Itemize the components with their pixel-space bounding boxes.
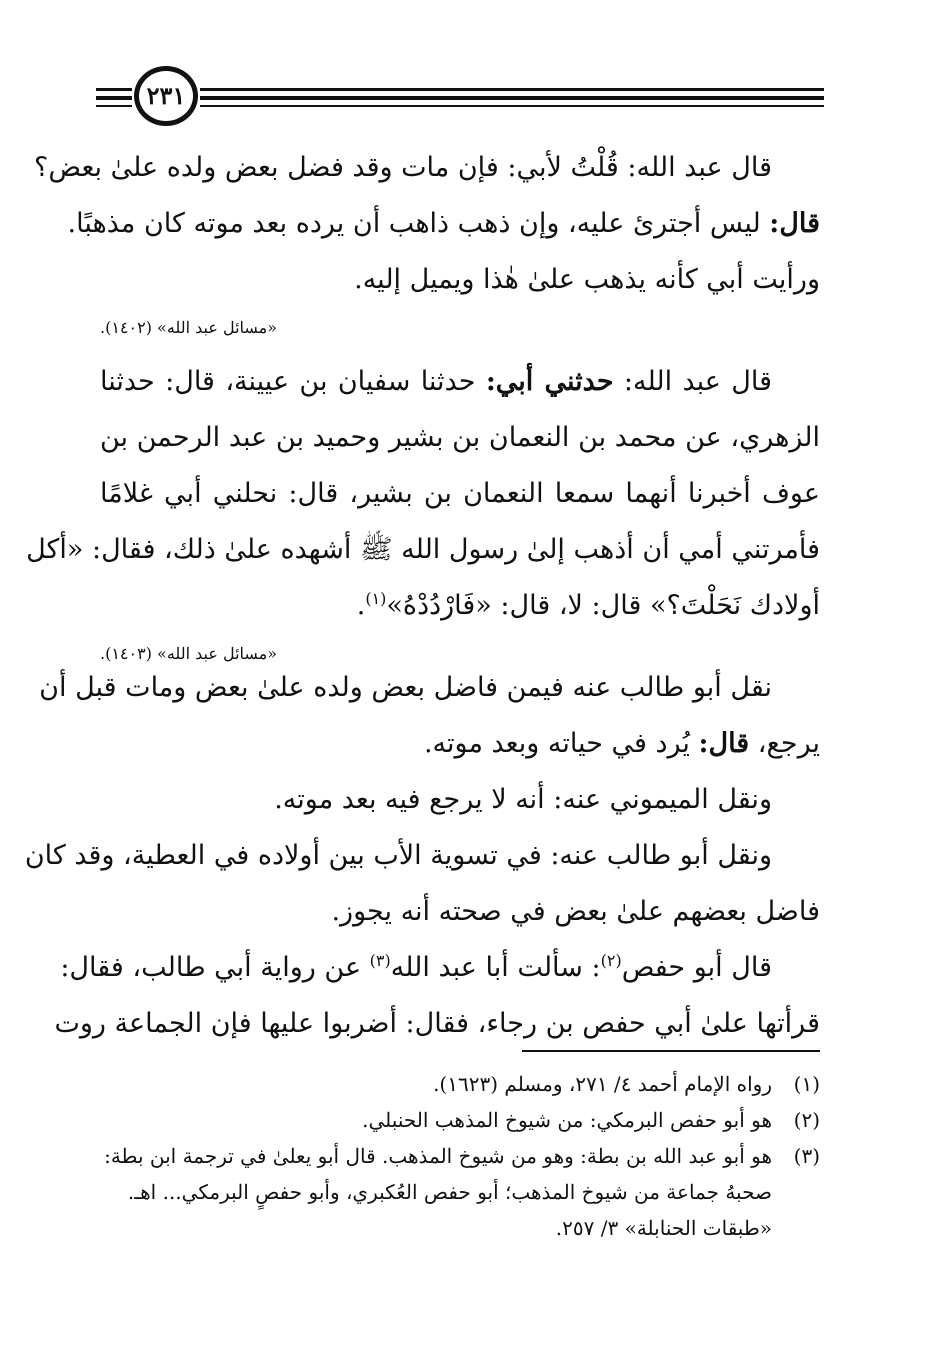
text-line: قرأتها علىٰ أبي حفص بن رجاء، فقال: أضربوا عليها فإن الجماعة روت (54, 1008, 820, 1039)
text-line (67, 196, 820, 252)
text-line: فأمرتني أمي أن أذهب إلىٰ رسول الله ﷺ أشهده علىٰ ذلك، فقال: «أكل (26, 534, 820, 565)
header-rule (200, 88, 824, 91)
text-span: يُرد في حياته وبعد موته. (423, 728, 699, 759)
text-span: قال عبد الله: (613, 366, 773, 397)
paragraph-block-3 (24, 660, 820, 1052)
footnote-ref[interactable]: (٢) (600, 951, 622, 970)
text-line: قال عبد الله: قُلْتُ لأبي: فإن مات وقد فضل بعض ولده علىٰ بعض؟ (34, 152, 772, 183)
text-span: ليس أجترئ عليه، وإن ذهب ذاهب أن يرده بعد موته كان مذهبًا. (67, 208, 770, 239)
footnote-text: «طبقات الحنابلة» ٣/ ٢٥٧. (555, 1216, 772, 1240)
text-line (60, 940, 820, 996)
header-rule (96, 88, 132, 91)
page-number-circle (134, 66, 198, 126)
footnote-text: هو أبو حفص البرمكي: من شيوخ المذهب الحنبلي. (362, 1108, 772, 1132)
text-span: يرجع، (749, 728, 820, 759)
header-rule (96, 105, 132, 107)
citation: «مسائل عبد الله» (١٤٠٣). (100, 644, 278, 663)
page-header (96, 66, 824, 130)
speaker-label: حدثني أبي: (485, 366, 614, 397)
speaker-label: قال: (698, 728, 750, 759)
header-rule (96, 96, 132, 100)
footnote-ref[interactable]: (١) (365, 589, 387, 608)
footnote-text: رواه الإمام أحمد ٤/ ٢٧١، ومسلم (١٦٢٣). (433, 1072, 772, 1096)
footnote-continuation (100, 1174, 820, 1210)
footnote-number: (١) (793, 1072, 820, 1096)
footnote-continuation (100, 1210, 820, 1246)
speaker-label: قال: (769, 208, 820, 239)
footnote-number: (٣) (793, 1144, 820, 1168)
text-span: . (356, 590, 366, 621)
text-line (100, 354, 820, 410)
footnote-text: صحبهُ جماعة من شيوخ المذهب؛ أبو حفص العُكبري، وأبو حفصٍ البرمكي... اهـ. (127, 1180, 772, 1204)
text-line: ونقل أبو طالب عنه: في تسوية الأب بين أولاده في العطية، وقد كان (24, 840, 772, 871)
text-span: عن رواية أبي طالب، فقال: (60, 952, 370, 983)
paragraph-block-1 (34, 140, 820, 348)
footnote-number: (٢) (793, 1108, 820, 1132)
text-span: قال أبو حفص (621, 952, 772, 983)
text-line (100, 716, 820, 772)
citation: «مسائل عبد الله» (١٤٠٢). (100, 318, 278, 337)
text-line (100, 578, 820, 634)
text-span: أولادك نَحَلْتَ؟» قال: لا، قال: «فَارْدُدْهُ» (386, 590, 820, 621)
text-line: ورأيت أبي كأنه يذهب علىٰ هٰذا ويميل إليه. (354, 264, 820, 295)
text-line: الزهري، عن محمد بن النعمان بن بشير وحميد بن عبد الرحمن بن (100, 422, 820, 453)
footnote-ref[interactable]: (٣) (369, 951, 391, 970)
text-span: حدثنا سفيان بن عيينة، قال: حدثنا (100, 366, 486, 397)
page-number: ٢٣١ (146, 81, 186, 110)
text-line: فاضل بعضهم علىٰ بعض في صحته أنه يجوز. (331, 896, 820, 927)
paragraph-block-2 (26, 354, 820, 674)
footnote-separator (522, 1050, 820, 1052)
footnotes (100, 1066, 820, 1246)
header-rule (200, 96, 824, 100)
footnote-item (100, 1138, 820, 1174)
text-span: : سألت أبا عبد الله (390, 952, 601, 983)
text-line: ونقل الميموني عنه: أنه لا يرجع فيه بعد موته. (274, 784, 772, 815)
footnote-item (100, 1066, 820, 1102)
text-line: نقل أبو طالب عنه فيمن فاضل بعض ولده علىٰ بعض ومات قبل أن (39, 672, 772, 703)
footnote-item (100, 1102, 820, 1138)
text-line: عوف أخبرنا أنهما سمعا النعمان بن بشير، قال: نحلني أبي غلامًا (100, 478, 820, 509)
footnote-text: هو أبو عبد الله بن بطة: وهو من شيوخ المذهب. قال أبو يعلىٰ في ترجمة ابن بطة: (104, 1144, 772, 1168)
header-rule (200, 105, 824, 107)
